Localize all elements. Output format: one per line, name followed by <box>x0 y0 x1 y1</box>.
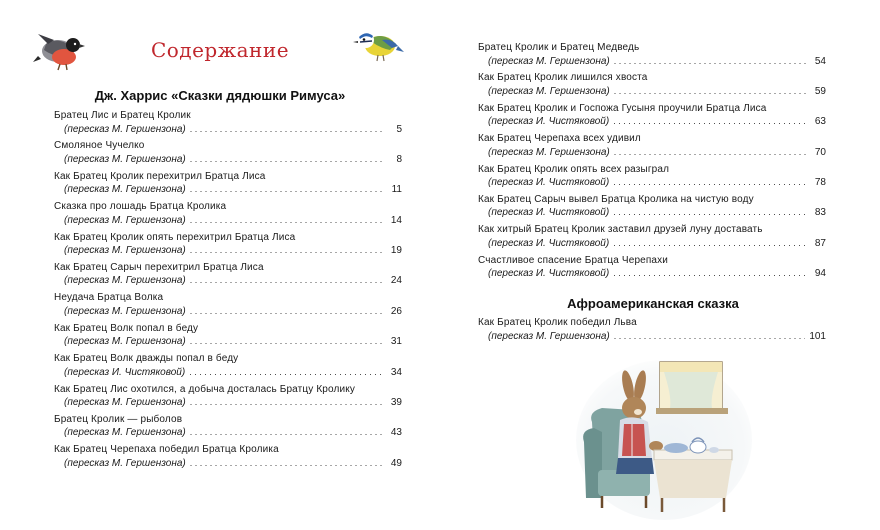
toc-list-left <box>54 110 402 475</box>
dot-leader <box>613 237 808 250</box>
dot-leader <box>614 146 808 159</box>
entry-title: Как Братец Лис охотился, а добыча досталась Братцу Кролику <box>54 383 356 395</box>
entry-page-number: 70 <box>814 146 826 158</box>
toc-entry[interactable] <box>54 292 402 322</box>
entry-subtitle: (пересказ М. Гершензона) <box>64 275 186 287</box>
entry-title: Как Братец Кролик опять перехитрил Братца Лиса <box>54 231 296 243</box>
dot-leader <box>190 274 384 287</box>
dot-leader <box>190 457 384 470</box>
dot-leader <box>190 183 384 196</box>
entry-title: Неудача Братца Волка <box>54 292 164 304</box>
toc-list-right-2 <box>478 317 826 347</box>
entry-subtitle: (пересказ М. Гершензона) <box>64 336 186 348</box>
dot-leader <box>190 244 384 257</box>
entry-subtitle: (пересказ М. Гершензона) <box>64 123 186 135</box>
toc-list-right <box>478 42 826 285</box>
entry-subtitle: (пересказ М. Гершензона) <box>64 245 186 257</box>
entry-title: Сказка про лошадь Братца Кролика <box>54 201 227 213</box>
rabbit-in-armchair-illustration <box>572 352 752 520</box>
dot-leader <box>190 214 384 227</box>
dot-leader <box>614 55 808 68</box>
section-heading-african-american: Афроамериканская сказка <box>567 296 739 311</box>
entry-title: Как Братец Черепаха победил Братца Кролика <box>54 444 279 456</box>
toc-entry[interactable] <box>54 444 402 474</box>
page-title: Содержание <box>150 38 290 62</box>
entry-subtitle: (пересказ М. Гершензона) <box>64 427 186 439</box>
entry-page-number: 43 <box>390 427 402 439</box>
entry-subtitle: (пересказ М. Гершензона) <box>488 55 610 67</box>
dot-leader <box>190 426 384 439</box>
entry-subtitle: (пересказ М. Гершензона) <box>64 397 186 409</box>
entry-subtitle: (пересказ М. Гершензона) <box>488 330 610 342</box>
toc-entry[interactable] <box>478 103 826 133</box>
dot-leader <box>613 206 808 219</box>
toc-entry[interactable] <box>478 224 826 254</box>
entry-page-number: 59 <box>814 85 826 97</box>
entry-subtitle: (пересказ М. Гершензона) <box>64 153 186 165</box>
entry-title: Как Братец Кролик и Госпожа Гусыня проучили Братца Лиса <box>478 102 767 114</box>
entry-title: Братец Кролик и Братец Медведь <box>478 42 640 53</box>
entry-title: Счастливое спасение Братца Черепахи <box>478 254 669 266</box>
blue-tit-icon <box>352 24 404 64</box>
entry-page-number: 14 <box>390 214 402 226</box>
entry-title: Как Братец Волк попал в беду <box>54 322 199 334</box>
entry-subtitle: (пересказ И. Чистяковой) <box>64 366 186 378</box>
entry-page-number: 54 <box>814 55 826 67</box>
toc-entry[interactable] <box>54 140 402 170</box>
entry-page-number: 5 <box>396 123 402 135</box>
dot-leader <box>190 123 384 136</box>
dot-leader <box>614 330 806 343</box>
entry-subtitle: (пересказ М. Гершензона) <box>488 85 610 97</box>
entry-title: Как Братец Волк дважды попал в беду <box>54 353 239 365</box>
toc-entry[interactable] <box>478 42 826 72</box>
toc-entry[interactable] <box>54 232 402 262</box>
toc-entry[interactable] <box>478 194 826 224</box>
entry-page-number: 19 <box>390 245 402 257</box>
entry-title: Как Братец Кролик лишился хвоста <box>478 72 648 84</box>
entry-title: Как хитрый Братец Кролик заставил друзей луну доставать <box>478 224 763 236</box>
dot-leader <box>190 305 384 318</box>
dot-leader <box>613 267 808 280</box>
toc-entry[interactable] <box>54 201 402 231</box>
entry-title: Братец Кролик — рыболов <box>54 413 183 425</box>
entry-page-number: 94 <box>814 268 826 280</box>
entry-subtitle: (пересказ И. Чистяковой) <box>488 116 610 128</box>
entry-title: Как Братец Кролик перехитрил Братца Лиса <box>54 170 266 182</box>
section-heading-harris: Дж. Харрис «Сказки дядюшки Римуса» <box>94 88 346 103</box>
toc-entry[interactable] <box>54 414 402 444</box>
entry-title: Смоляное Чучелко <box>54 140 145 152</box>
toc-entry[interactable] <box>54 384 402 414</box>
toc-entry[interactable] <box>54 110 402 140</box>
dot-leader <box>189 366 384 379</box>
entry-subtitle: (пересказ М. Гершензона) <box>64 214 186 226</box>
entry-page-number: 49 <box>390 457 402 469</box>
dot-leader <box>613 176 808 189</box>
toc-entry[interactable] <box>54 262 402 292</box>
dot-leader <box>190 153 384 166</box>
entry-page-number: 83 <box>814 207 826 219</box>
dot-leader <box>614 85 808 98</box>
toc-entry[interactable] <box>54 171 402 201</box>
toc-entry[interactable] <box>478 164 826 194</box>
entry-page-number: 8 <box>396 153 402 165</box>
entry-page-number: 39 <box>390 397 402 409</box>
entry-page-number: 78 <box>814 177 826 189</box>
entry-subtitle: (пересказ М. Гершензона) <box>64 457 186 469</box>
toc-entry[interactable] <box>478 317 826 347</box>
toc-entry[interactable] <box>478 72 826 102</box>
entry-page-number: 63 <box>814 116 826 128</box>
entry-subtitle: (пересказ И. Чистяковой) <box>488 237 610 249</box>
dot-leader <box>190 335 384 348</box>
dot-leader <box>613 115 808 128</box>
entry-page-number: 24 <box>390 275 402 287</box>
entry-subtitle: (пересказ М. Гершензона) <box>488 146 610 158</box>
entry-page-number: 101 <box>809 330 826 342</box>
entry-title: Как Братец Черепаха всех удивил <box>478 133 641 145</box>
entry-title: Как Братец Кролик победил Льва <box>478 317 637 328</box>
entry-title: Как Братец Кролик опять всех разыграл <box>478 163 670 175</box>
entry-page-number: 26 <box>390 305 402 317</box>
entry-page-number: 87 <box>814 237 826 249</box>
toc-entry[interactable] <box>478 255 826 285</box>
entry-title: Как Братец Сарыч вывел Братца Кролика на чистую воду <box>478 193 754 205</box>
entry-title: Как Братец Сарыч перехитрил Братца Лиса <box>54 261 264 273</box>
entry-title: Братец Лис и Братец Кролик <box>54 110 191 121</box>
entry-subtitle: (пересказ И. Чистяковой) <box>488 207 610 219</box>
dot-leader <box>190 396 384 409</box>
entry-page-number: 34 <box>390 366 402 378</box>
entry-subtitle: (пересказ И. Чистяковой) <box>488 268 610 280</box>
entry-page-number: 31 <box>390 336 402 348</box>
entry-subtitle: (пересказ М. Гершензона) <box>64 184 186 196</box>
toc-entry[interactable] <box>54 323 402 353</box>
toc-entry[interactable] <box>54 353 402 383</box>
entry-subtitle: (пересказ И. Чистяковой) <box>488 177 610 189</box>
entry-page-number: 11 <box>391 184 402 196</box>
toc-entry[interactable] <box>478 133 826 163</box>
entry-subtitle: (пересказ М. Гершензона) <box>64 305 186 317</box>
